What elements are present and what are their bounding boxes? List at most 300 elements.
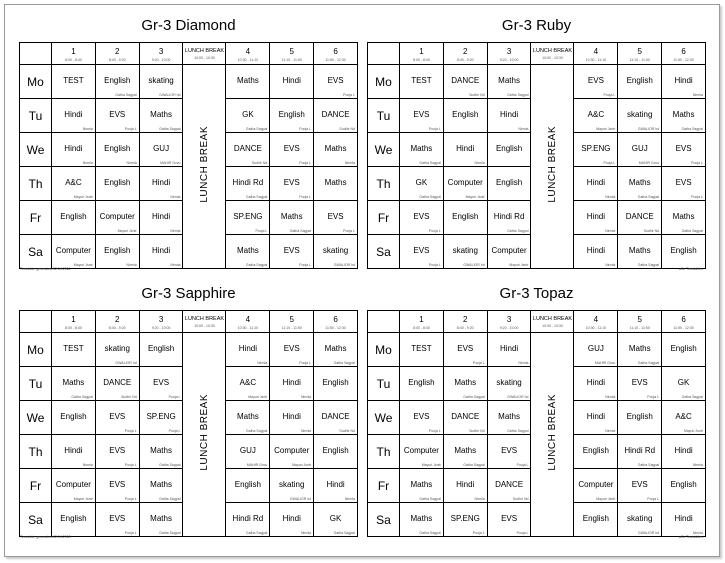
lesson-cell <box>400 435 444 469</box>
period-time: 8:40 - 9:20 <box>456 326 474 330</box>
subject-name: skating <box>322 246 349 255</box>
subject-name: GK <box>415 178 428 187</box>
subject-name: EVS <box>631 480 648 489</box>
generated-note: Timetable generated:02.04.2018 <box>20 267 71 271</box>
lesson-cell <box>139 469 183 503</box>
lesson-cell <box>226 333 270 367</box>
lesson-cell <box>52 235 96 269</box>
teacher-name: Pooja L <box>124 531 137 535</box>
teacher-name: Gatha Sagpal <box>245 429 268 433</box>
subject-name: Computer <box>447 178 483 187</box>
teacher-name: Nirmla <box>518 361 529 365</box>
lesson-cell <box>574 503 618 537</box>
teacher-name: Mayuri Jsntr <box>248 395 268 399</box>
lesson-cell <box>574 469 618 503</box>
lesson-cell <box>400 367 444 401</box>
subject-name: EVS <box>109 514 126 523</box>
period-time: 8:00 - 8:40 <box>65 326 82 330</box>
teacher-name: Gatha Sagpal <box>681 127 703 131</box>
lesson-cell <box>574 367 618 401</box>
lesson-cell <box>314 503 358 537</box>
subject-name: Computer <box>55 246 91 255</box>
teacher-name: Nirmla <box>82 161 93 165</box>
subject-name: skating <box>148 76 174 85</box>
lesson-cell <box>662 367 706 401</box>
period-number: 6 <box>681 47 686 56</box>
subject-name: English <box>582 446 610 455</box>
day-name: Sa <box>20 503 52 537</box>
subject-name: English <box>626 76 653 85</box>
subject-name: Maths <box>498 412 520 421</box>
subject-name: EVS <box>587 76 604 85</box>
period-header <box>139 311 183 333</box>
subject-name: Maths <box>628 246 651 255</box>
subject-name: Hindi <box>282 412 301 421</box>
period-header-row <box>20 311 358 333</box>
subject-name: SP.ENG <box>450 514 480 523</box>
lesson-cell <box>662 503 706 537</box>
subject-name: Hindi <box>64 446 83 455</box>
teacher-name: Pooja L <box>299 195 312 199</box>
subject-name: skating <box>496 378 522 387</box>
lunch-break-label: LUNCH BREAK <box>532 316 573 322</box>
lesson-cell <box>139 133 183 167</box>
period-time: 10:30 - 11:10 <box>237 326 259 330</box>
lesson-cell <box>487 401 531 435</box>
period-header <box>139 43 183 65</box>
corner-cell <box>20 311 52 333</box>
teacher-name: Nirmla <box>605 263 616 267</box>
lunch-break-header <box>531 43 574 65</box>
lesson-cell <box>226 235 270 269</box>
teacher-name: Gatha Sagpal <box>419 497 441 501</box>
teacher-name: Pooja L <box>516 463 529 467</box>
period-time: 11:50 - 12:30 <box>325 58 346 62</box>
day-row <box>20 333 358 367</box>
subject-name: Hindi <box>151 178 171 187</box>
subject-name: Hindi <box>64 110 83 119</box>
lesson-cell <box>443 99 487 133</box>
lesson-cell <box>618 65 662 99</box>
lesson-cell <box>270 469 314 503</box>
timetable-diamond <box>19 6 358 269</box>
lesson-cell <box>443 201 487 235</box>
subject-name: EVS <box>327 212 344 221</box>
lesson-cell <box>487 333 531 367</box>
period-header <box>618 311 662 333</box>
subject-name: Hindi Rd <box>232 178 264 187</box>
subject-name: GK <box>329 514 342 523</box>
lesson-cell <box>270 201 314 235</box>
lunch-break-vertical-label: LUNCH BREAK <box>546 125 558 203</box>
lesson-cell <box>226 133 270 167</box>
subject-name: DANCE <box>625 212 654 221</box>
lesson-cell <box>226 99 270 133</box>
subject-name: English <box>60 514 87 523</box>
teacher-name: Mayuri Jsntr <box>421 463 441 467</box>
lesson-cell <box>314 65 358 99</box>
lesson-cell <box>226 503 270 537</box>
lesson-cell <box>662 201 706 235</box>
subject-name: Maths <box>410 480 433 489</box>
period-time: 10:30 - 11:10 <box>237 58 259 62</box>
lesson-cell <box>226 65 270 99</box>
teacher-name: Gatha Sagpal <box>115 93 137 97</box>
lunch-break-header <box>183 311 226 333</box>
day-name: Th <box>368 167 400 201</box>
lesson-cell <box>226 401 270 435</box>
subject-name: Maths <box>62 378 85 387</box>
subject-name: Maths <box>628 178 651 187</box>
subject-name: Maths <box>237 76 259 85</box>
lesson-cell <box>314 201 358 235</box>
subject-name: English <box>670 344 697 353</box>
period-header <box>574 311 618 333</box>
period-time: 10:30 - 11:10 <box>585 58 607 62</box>
teacher-name: Gatha Sagpal <box>71 395 93 399</box>
lunch-break-time: 10:00 - 10:30 <box>194 324 215 328</box>
period-header-row <box>20 43 358 65</box>
lesson-cell <box>662 469 706 503</box>
day-name: Sa <box>368 235 400 269</box>
lesson-cell <box>270 235 314 269</box>
teacher-name: Nirmla <box>344 497 355 501</box>
teacher-name: Nirmla <box>605 229 616 233</box>
lesson-cell <box>400 503 444 537</box>
subject-name: GK <box>242 110 254 119</box>
subject-name: EVS <box>631 378 648 387</box>
teacher-name: Mayuri Jsntr <box>683 429 703 433</box>
subject-name: Maths <box>150 480 172 489</box>
teacher-name: Mayuri Jsntr <box>117 229 137 233</box>
period-header <box>270 43 314 65</box>
teacher-name: GWALIOR hd <box>159 93 181 97</box>
subject-name: English <box>104 76 131 85</box>
subject-name: Hindi <box>64 144 83 153</box>
teacher-name: Pooja L <box>472 361 485 365</box>
period-time: 9:20 - 10:00 <box>151 326 171 330</box>
day-row <box>368 333 706 367</box>
period-time: 11:10 - 11:50 <box>281 58 302 62</box>
teacher-name: GWALIOR hd <box>463 263 485 267</box>
teacher-name: Pooja L <box>343 229 355 233</box>
period-number: 4 <box>593 47 599 56</box>
subject-name: Maths <box>324 144 347 153</box>
teacher-name: Gatha Sagpal <box>637 361 660 365</box>
subject-name: EVS <box>501 514 518 523</box>
lesson-cell <box>618 333 662 367</box>
period-header <box>443 311 487 333</box>
lesson-cell <box>574 401 618 435</box>
subject-name: Hindi <box>326 480 345 489</box>
teacher-name: Nirmla <box>126 263 137 267</box>
lesson-cell <box>618 167 662 201</box>
teacher-name: Mayuri Jsntr <box>73 195 93 199</box>
subject-name: EVS <box>413 412 430 421</box>
subject-name: skating <box>627 514 653 523</box>
period-number: 1 <box>71 315 76 324</box>
lesson-cell <box>95 367 139 401</box>
timetable-title: Gr-3 Diamond <box>141 17 236 34</box>
lesson-cell <box>487 167 531 201</box>
period-time: 8:40 - 9:20 <box>108 326 126 330</box>
subject-name: EVS <box>109 412 126 421</box>
lunch-break-label: LUNCH BREAK <box>184 316 225 322</box>
subject-name: Hindi <box>499 110 519 119</box>
teacher-name: Pooja L <box>647 497 660 501</box>
lesson-cell <box>400 201 444 235</box>
teacher-name: Nirmla <box>82 463 93 467</box>
lesson-cell <box>95 133 139 167</box>
subject-name: EVS <box>413 212 430 221</box>
lesson-cell <box>662 99 706 133</box>
subject-name: EVS <box>283 246 300 255</box>
lesson-cell <box>487 367 531 401</box>
timetable-ruby <box>367 6 706 269</box>
subject-name: English <box>626 412 653 421</box>
period-number: 1 <box>71 47 76 56</box>
lesson-cell <box>95 99 139 133</box>
day-name: Tu <box>20 367 52 401</box>
lesson-cell <box>662 435 706 469</box>
teacher-name: Gatha Sagpal <box>333 361 355 365</box>
lesson-cell <box>95 503 139 537</box>
lesson-cell <box>270 435 314 469</box>
day-name: Th <box>368 435 400 469</box>
lesson-cell <box>662 65 706 99</box>
lesson-cell <box>270 401 314 435</box>
period-number: 5 <box>637 315 642 324</box>
teacher-name: Pooja L <box>472 531 485 535</box>
lesson-cell <box>139 201 183 235</box>
subject-name: DANCE <box>103 378 132 387</box>
teacher-name: GWALIOR hd <box>289 497 312 501</box>
period-header <box>52 43 96 65</box>
teacher-name: Nirmla <box>518 127 529 131</box>
teacher-name: Sudhir Nd <box>469 93 485 97</box>
timetable-sapphire <box>19 274 358 537</box>
lesson-cell <box>95 469 139 503</box>
teacher-name: Nirmla <box>692 531 703 535</box>
lesson-cell <box>443 65 487 99</box>
lesson-cell <box>314 367 358 401</box>
lesson-cell <box>443 503 487 537</box>
period-time: 9:20 - 10:00 <box>151 58 171 62</box>
lesson-cell <box>574 133 618 167</box>
subject-name: Hindi <box>586 378 606 387</box>
period-number: 4 <box>245 315 251 324</box>
lunch-break-column <box>183 65 226 269</box>
lesson-cell <box>270 99 314 133</box>
lunch-break-time: 10:00 - 10:30 <box>542 324 563 328</box>
teacher-name: Nirmla <box>301 395 312 399</box>
teacher-name: Gatha Sagpal <box>245 195 268 199</box>
subject-name: Maths <box>150 110 172 119</box>
period-number: 5 <box>289 315 294 324</box>
lesson-cell <box>314 469 358 503</box>
lesson-cell <box>400 167 444 201</box>
teacher-name: Pooja L <box>299 127 312 131</box>
lesson-cell <box>443 167 487 201</box>
subject-name: Maths <box>628 344 651 353</box>
day-name: Fr <box>20 469 52 503</box>
subject-name: Maths <box>410 144 433 153</box>
period-header <box>662 311 706 333</box>
lunch-break-vertical-label: LUNCH BREAK <box>198 125 210 203</box>
period-header-row <box>368 43 706 65</box>
lunch-break-column <box>531 65 574 269</box>
subject-name: SP.ENG <box>233 212 263 221</box>
subject-name: EVS <box>109 480 126 489</box>
subject-name: EVS <box>283 144 300 153</box>
period-number: 3 <box>158 47 164 56</box>
teacher-name: Gatha Sagpal <box>637 463 660 467</box>
period-number: 3 <box>158 315 164 324</box>
lesson-cell <box>618 99 662 133</box>
teacher-name: Nirmla <box>692 463 703 467</box>
lesson-cell <box>52 469 96 503</box>
day-name: Fr <box>20 201 52 235</box>
subject-name: Hindi <box>151 246 171 255</box>
period-header <box>400 311 444 333</box>
period-time: 11:50 - 12:30 <box>673 58 694 62</box>
subject-name: A&C <box>675 412 692 421</box>
lesson-cell <box>314 133 358 167</box>
teacher-name: Nirmla <box>82 127 93 131</box>
lesson-cell <box>95 201 139 235</box>
subject-name: Hindi <box>282 378 301 387</box>
teacher-name: Gatha Sagpal <box>419 161 441 165</box>
day-name: Sa <box>368 503 400 537</box>
period-time: 11:50 - 12:30 <box>325 326 346 330</box>
subject-name: GUJ <box>153 144 170 153</box>
subject-name: DANCE <box>495 480 524 489</box>
teacher-name: Gatha Sagpal <box>681 395 703 399</box>
teacher-name: Gatha Sagpal <box>245 127 268 131</box>
period-time: 8:40 - 9:20 <box>108 58 126 62</box>
teacher-name: Mayuri Jsntr <box>509 263 529 267</box>
period-number: 2 <box>463 47 468 56</box>
lesson-cell <box>574 435 618 469</box>
lesson-cell <box>314 235 358 269</box>
teacher-name: Pooja L <box>299 361 312 365</box>
lesson-cell <box>139 435 183 469</box>
period-number: 2 <box>463 315 468 324</box>
subject-name: Hindi <box>586 412 606 421</box>
lesson-cell <box>443 333 487 367</box>
subject-name: Hindi <box>499 344 519 353</box>
teacher-name: Gatha Sagpal <box>289 229 312 233</box>
teacher-name: Gatha Sagpal <box>159 127 181 131</box>
subject-name: DANCE <box>451 412 480 421</box>
lesson-cell <box>226 435 270 469</box>
subject-name: Maths <box>324 178 347 187</box>
period-number: 4 <box>593 315 599 324</box>
lesson-cell <box>400 65 444 99</box>
subject-name: Hindi Rd <box>232 514 264 523</box>
lesson-cell <box>52 99 96 133</box>
period-header <box>443 43 487 65</box>
teacher-name: Nirmla <box>170 195 181 199</box>
subject-name: English <box>452 110 479 119</box>
subject-name: English <box>104 144 131 153</box>
day-name: Tu <box>20 99 52 133</box>
teacher-name: GWALIOR hd <box>333 263 355 267</box>
teacher-name: Pooja L <box>428 263 441 267</box>
period-number: 6 <box>681 315 686 324</box>
teacher-name: Sudhir Nd <box>339 429 355 433</box>
lesson-cell <box>52 133 96 167</box>
teacher-name: Gatha Sagpal <box>681 229 703 233</box>
period-number: 2 <box>115 47 120 56</box>
period-time: 8:40 - 9:20 <box>456 58 474 62</box>
lesson-cell <box>226 469 270 503</box>
subject-name: Maths <box>324 344 347 353</box>
period-number: 1 <box>419 315 424 324</box>
period-header <box>270 311 314 333</box>
teacher-name: GWALIOR hd <box>637 127 660 131</box>
day-row <box>20 65 358 99</box>
period-header <box>314 43 358 65</box>
lunch-break-vertical-label: LUNCH BREAK <box>546 393 558 471</box>
subject-name: Computer <box>55 480 91 489</box>
timetable-grid <box>367 42 706 269</box>
subject-name: English <box>408 378 435 387</box>
day-name: Mo <box>20 65 52 99</box>
lesson-cell <box>487 201 531 235</box>
lesson-cell <box>95 65 139 99</box>
teacher-name: Gatha Sagpal <box>507 429 529 433</box>
lesson-cell <box>662 133 706 167</box>
subject-name: Hindi Rd <box>493 212 525 221</box>
day-row <box>368 65 706 99</box>
teacher-name: Pooja L <box>255 229 268 233</box>
teacher-name: Gatha Sagpal <box>245 263 268 267</box>
teacher-name: Mayuri Jsntr <box>596 127 616 131</box>
subject-name: EVS <box>675 144 692 153</box>
lesson-cell <box>314 401 358 435</box>
teacher-name: Sudhir Nd <box>251 161 268 165</box>
day-name: We <box>368 401 400 435</box>
lunch-break-label: LUNCH BREAK <box>532 48 573 54</box>
period-number: 5 <box>637 47 642 56</box>
subject-name: English <box>495 144 523 153</box>
subject-name: DANCE <box>233 144 262 153</box>
period-number: 6 <box>333 315 338 324</box>
lesson-cell <box>270 333 314 367</box>
teacher-name: Mayuri Jsntr <box>465 195 485 199</box>
subject-name: Computer <box>274 446 310 455</box>
teacher-name: Gatha Sagpal <box>159 531 181 535</box>
lesson-cell <box>443 435 487 469</box>
subject-name: EVS <box>501 446 518 455</box>
subject-name: Maths <box>672 212 695 221</box>
lesson-cell <box>226 201 270 235</box>
lesson-cell <box>95 235 139 269</box>
teacher-name: MAHIR Gvcu <box>246 463 268 467</box>
period-header-row <box>368 311 706 333</box>
day-name: Fr <box>368 201 400 235</box>
teacher-name: Pooja L <box>124 463 137 467</box>
teacher-name: Pooja L <box>124 127 137 131</box>
lesson-cell <box>618 201 662 235</box>
lesson-cell <box>574 99 618 133</box>
lesson-cell <box>487 435 531 469</box>
teacher-name: Gatha Sagpal <box>419 531 441 535</box>
lesson-cell <box>139 65 183 99</box>
subject-name: EVS <box>413 110 430 119</box>
period-header <box>487 311 531 333</box>
